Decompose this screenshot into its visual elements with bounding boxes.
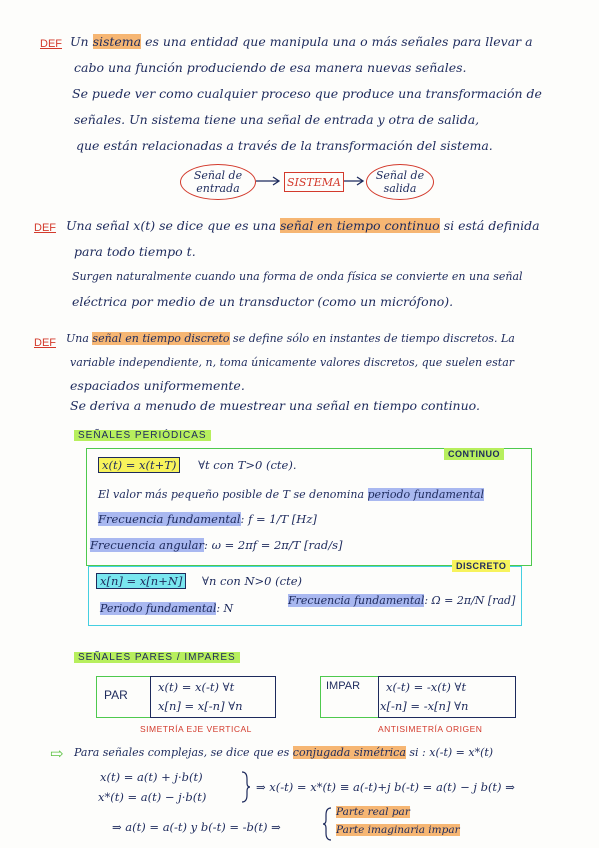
discrete-equation-row	[96, 574, 302, 588]
def3-l1a: Una	[66, 332, 93, 345]
diagram-system-box	[284, 172, 344, 192]
def1-term-sistema: sistema	[92, 34, 142, 49]
def3-line3: espaciados uniformemente.	[70, 378, 245, 393]
frequency-label: Frecuencia fundamental	[98, 512, 241, 526]
def1-line1	[70, 34, 533, 49]
discrete-condition: ∀n con N>0 (cte)	[202, 574, 302, 588]
periodic-title: SEÑALES PERIÓDICAS	[74, 430, 211, 441]
def-label-2: DEF	[34, 222, 56, 234]
def3-line2: variable independiente, n, toma únicamente valores discretos, que suelen estar	[70, 356, 515, 369]
hollow-arrow-icon: ⇨	[50, 744, 64, 763]
continuous-term-periodo: periodo fundamental	[367, 488, 484, 501]
def1-l1a: Un	[70, 34, 93, 49]
diagram-system-label: SISTEMA	[287, 175, 341, 189]
frequency-row	[98, 512, 317, 526]
diagram-input-oval	[180, 164, 256, 200]
def1-line5: que están relacionadas a través de la transformación del sistema.	[76, 138, 493, 153]
par-caption: SIMETRÍA EJE VERTICAL	[140, 724, 252, 734]
impar-eq1: x(-t) = -x(t) ∀t	[386, 680, 467, 694]
def2-term-continuo: señal en tiempo continuo	[280, 218, 440, 233]
continuous-condition: ∀t con T>0 (cte).	[198, 458, 297, 472]
parity-title: SEÑALES PARES / IMPARES	[74, 652, 240, 663]
def2-line4: eléctrica por medio de un transductor (como un micrófono).	[72, 294, 454, 309]
def2-line3: Surgen naturalmente cuando una forma de onda física se convierte en una señal	[72, 270, 523, 283]
continuous-equation-row	[98, 458, 297, 472]
def3-line1	[66, 332, 515, 345]
angular-eq: : ω = 2πf = 2π/T [rad/s]	[204, 538, 343, 552]
discrete-period-row	[100, 602, 233, 615]
complex-line1	[74, 746, 493, 759]
impar-eq2: x[-n] = -x[n] ∀n	[380, 699, 469, 713]
result-imag	[336, 824, 460, 836]
def3-term-discreto: señal en tiempo discreto	[92, 332, 230, 345]
continuous-tag: CONTINUO	[444, 448, 504, 460]
def2-line1	[66, 218, 540, 233]
def1-l1c: es una entidad que manipula una o más señales para llevar a	[141, 34, 533, 49]
def1-line4: señales. Un sistema tiene una señal de entrada y otra de salida,	[74, 112, 480, 127]
complex-term-conjugada: conjugada simétrica	[292, 746, 406, 759]
def3-l1c: se define sólo en instantes de tiempo discretos. La	[229, 332, 515, 345]
complex-final: ⇒ a(t) = a(-t) y b(-t) = -b(t) ⇒	[112, 820, 281, 834]
result-real	[336, 806, 410, 818]
angular-row	[90, 538, 343, 552]
def2-l1c: si está definida	[439, 218, 540, 233]
par-eq1: x(t) = x(-t) ∀t	[158, 680, 235, 694]
result-real-label: Parte real par	[336, 806, 410, 818]
result-imag-label: Parte imaginaria impar	[336, 824, 460, 836]
diagram-output-oval	[366, 164, 434, 200]
right-brace-icon	[240, 770, 250, 804]
arrow-right-icon	[254, 174, 284, 188]
def-label-1: DEF	[40, 38, 62, 50]
discrete-period-label: Periodo fundamental	[100, 602, 217, 615]
diagram-output-label: Señal de salida	[375, 169, 425, 195]
arrow-right-icon	[342, 174, 368, 188]
diagram-input-label: Señal de entrada	[193, 169, 243, 195]
def2-line2: para todo tiempo t.	[74, 244, 196, 259]
def1-line2: cabo una función produciendo de esa manera nuevas señales.	[74, 60, 467, 75]
def2-l1a: Una señal x(t) se dice que es una	[66, 218, 280, 233]
impar-caption: ANTISIMETRÍA ORIGEN	[378, 724, 483, 734]
impar-label: IMPAR	[326, 680, 361, 692]
complex-l1c: si : x(-t) = x*(t)	[405, 746, 494, 759]
left-brace-icon	[322, 806, 332, 842]
frequency-eq: : f = 1/T [Hz]	[240, 512, 317, 526]
discrete-freq-row	[288, 594, 515, 607]
continuous-l2a: El valor más pequeño posible de T se denomina	[98, 488, 368, 501]
angular-label: Frecuencia angular	[90, 538, 205, 552]
complex-eq-right: ⇒ x(-t) = x*(t) ≡ a(-t)+j b(-t) = a(t) − j b(t) ⇒	[256, 780, 515, 794]
def-label-3: DEF	[34, 337, 56, 349]
def1-line3: Se puede ver como cualquier proceso que produce una transformación de	[72, 86, 542, 101]
complex-l1a: Para señales complejas, se dice que es	[74, 746, 293, 759]
par-eq2: x[n] = x[-n] ∀n	[158, 699, 243, 713]
discrete-freq-eq: : Ω = 2π/N [rad]	[424, 594, 516, 607]
continuous-periodic-eq: x(t) = x(t+T)	[98, 457, 180, 473]
par-label: PAR	[104, 688, 128, 702]
def3-line4: Se deriva a menudo de muestrear una señal en tiempo continuo.	[70, 398, 480, 413]
discrete-period-eq: : N	[216, 602, 234, 615]
complex-eq2: x*(t) = a(t) − j·b(t)	[98, 790, 207, 804]
complex-eq1: x(t) = a(t) + j·b(t)	[100, 770, 203, 784]
discrete-tag: DISCRETO	[452, 560, 510, 572]
continuous-line2	[98, 488, 484, 501]
discrete-freq-label: Frecuencia fundamental	[288, 594, 425, 607]
discrete-periodic-eq: x[n] = x[n+N]	[96, 573, 186, 589]
